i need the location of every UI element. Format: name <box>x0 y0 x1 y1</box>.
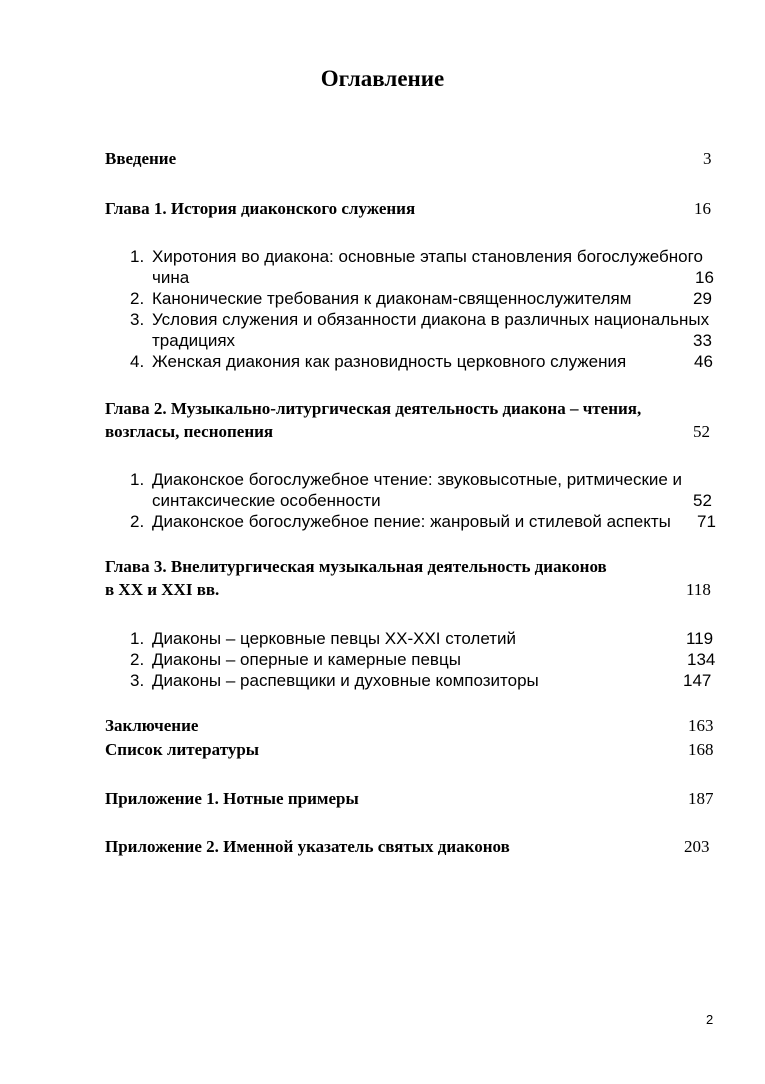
toc-chapter3-line2: в XX и XXI вв. <box>105 580 220 599</box>
toc-ch1-item1-line1: Хиротония во диакона: основные этапы становления богослужебного <box>152 247 703 266</box>
toc-chapter2-page: 52 <box>693 422 710 441</box>
toc-ch2-item1-line2: синтаксические особенности <box>152 491 381 510</box>
toc-chapter2-line2: возгласы, песнопения <box>105 422 274 441</box>
toc-ch3-item3-page: 147 <box>683 671 712 690</box>
toc-ch2-item2-line1: Диаконское богослужебное пение: жанровый и стилевой аспекты <box>152 512 671 531</box>
toc-ch3-item3-line1: Диаконы – распевщики и духовные композиторы <box>152 671 539 690</box>
toc-chapter1-page: 16 <box>694 199 711 218</box>
toc-intro-label: Введение <box>105 149 177 168</box>
toc-ch3-item2-number: 2. <box>130 650 145 669</box>
toc-ch1-item4-page: 46 <box>694 352 713 371</box>
toc-ch1-item3-line1: Условия служения и обязанности диакона в различных национальных <box>152 310 710 329</box>
toc-literature-label: Список литературы <box>105 740 260 759</box>
toc-ch2-item2-page: 71 <box>697 512 716 531</box>
toc-ch3-item1-number: 1. <box>130 629 145 648</box>
toc-appendix1-label: Приложение 1. Нотные примеры <box>105 789 359 808</box>
toc-ch1-item3-page: 33 <box>693 331 712 350</box>
page-title: Оглавление <box>320 66 445 91</box>
toc-ch2-item1-line1: Диаконское богослужебное чтение: звуковысотные, ритмические и <box>152 470 683 489</box>
toc-appendix2-label: Приложение 2. Именной указатель святых диаконов <box>105 837 510 856</box>
toc-appendix1-page: 187 <box>688 789 714 808</box>
toc-intro-page: 3 <box>703 149 712 168</box>
toc-ch1-item2-page: 29 <box>693 289 712 308</box>
toc-chapter1-label: Глава 1. История диаконского служения <box>105 199 416 218</box>
toc-ch1-item4-line1: Женская диакония как разновидность церковного служения <box>152 352 627 371</box>
toc-conclusion-page: 163 <box>688 716 714 735</box>
toc-ch3-item2-page: 134 <box>687 650 716 669</box>
toc-ch1-item1-page: 16 <box>695 268 714 287</box>
page-number: 2 <box>706 1012 714 1027</box>
toc-literature-page: 168 <box>688 740 714 759</box>
toc-chapter3-page: 118 <box>686 580 711 599</box>
toc-ch2-item1-page: 52 <box>693 491 712 510</box>
toc-ch3-item1-page: 119 <box>686 629 714 648</box>
toc-conclusion-label: Заключение <box>105 716 199 735</box>
toc-chapter2-line1: Глава 2. Музыкально-литургическая деятельность диакона – чтения, <box>105 399 642 418</box>
toc-ch1-item1-number: 1. <box>130 247 145 266</box>
toc-ch1-item3-line2: традициях <box>152 331 236 350</box>
toc-ch1-item3-number: 3. <box>130 310 145 329</box>
toc-ch1-item4-number: 4. <box>130 352 145 371</box>
toc-appendix2-page: 203 <box>684 837 710 856</box>
toc-ch3-item3-number: 3. <box>130 671 145 690</box>
toc-ch1-item2-line1: Канонические требования к диаконам-священнослужителям <box>152 289 632 308</box>
toc-chapter3-line1: Глава 3. Внелитургическая музыкальная деятельность диаконов <box>105 557 607 576</box>
toc-ch3-item1-line1: Диаконы – церковные певцы XX-XXI столетий <box>152 629 517 648</box>
toc-ch2-item2-number: 2. <box>130 512 145 531</box>
toc-ch3-item2-line1: Диаконы – оперные и камерные певцы <box>152 650 461 669</box>
toc-ch2-item1-number: 1. <box>130 470 145 489</box>
toc-ch1-item2-number: 2. <box>130 289 145 308</box>
toc-ch1-item1-line2: чина <box>152 268 190 287</box>
